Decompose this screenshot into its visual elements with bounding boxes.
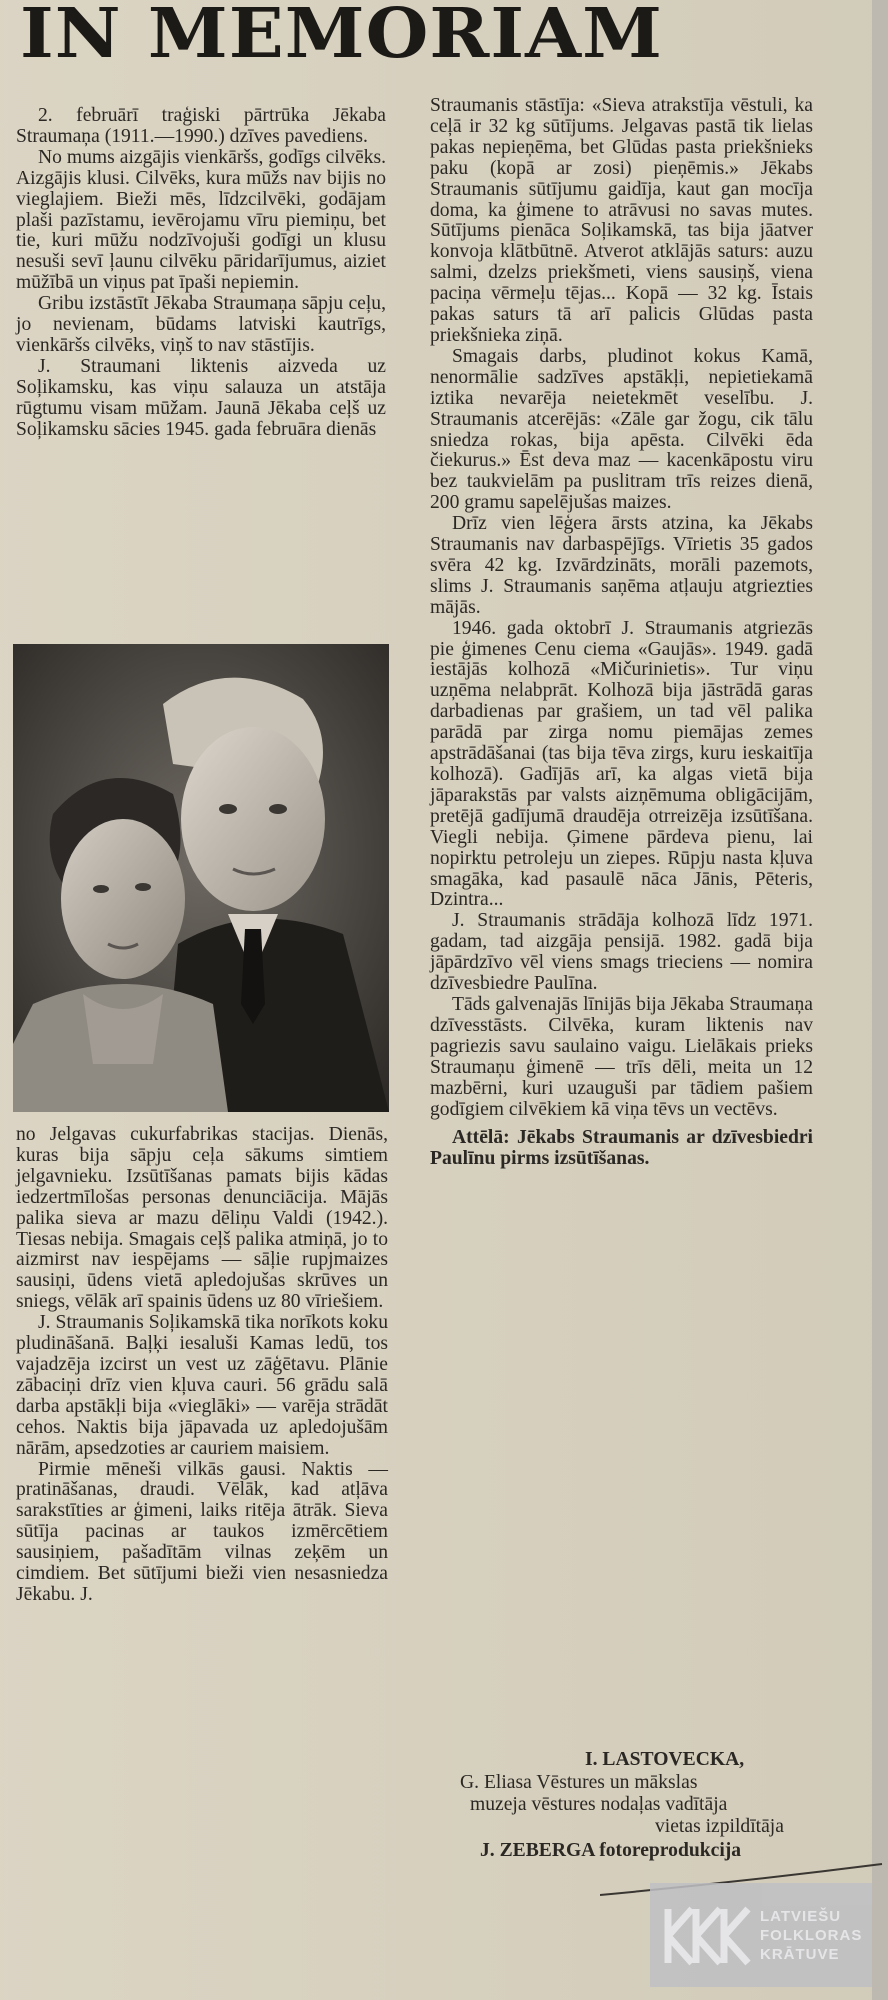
- photo-caption: Attēlā: Jēkabs Straumanis ar dzīvesbiedri Paulīnu pirms izsūtīšanas.: [430, 1127, 813, 1170]
- author-role-line-1: G. Eliasa Vēstures un mākslas: [460, 1772, 698, 1793]
- article-paragraph: Drīz vien lēģera ārsts atzina, ka Jēkabs Straumanis nav darbaspējīgs. Vīrietis 35 gados svēra 42 kg. Izvārdzināts, morāli pazemots, slims J. Straumanis saņēma atļauju atgriezties mājās.: [430, 513, 813, 618]
- portrait-photo: [13, 644, 389, 1112]
- article-paragraph: 2. februārī traģiski pārtrūka Jēkaba Straumaņa (1911.—1990.) dzīves pavediens.: [16, 105, 386, 147]
- article-paragraph: Straumanis stāstīja: «Sieva atrakstīja vēstuli, ka ceļā ir 32 kg sūtījums. Jelgavas pastā tik lielas pakas nepieņēma, bet Glūdas pasta priekšnieks paku (kopā ar zosi) pieņēmis.» Jēkabs Straumanis sūtījumu gaidīja, kaut gan mocīja doma, ka ģimene to atrāvusi no savas mutes. Sūtījums pienāca Soļikamskā, tas bija jāatver konvoja klātbūtnē. Atverot atklājās saturs: auzu salmi, dzelzs priekšmeti, viens sausiņš, viena paciņa vērmeļu tējas... Kopā — 32 kg. Īstais pakas saturs tā arī palicis Glūdas pasta priekšnieka ziņā.: [430, 95, 813, 346]
- article-paragraph: No mums aizgājis vienkāršs, godīgs cilvēks. Aizgājis klusi. Cilvēks, kura mūžs nav bijis no vieglajiem. Bieži mēs, līdzcilvēki, godājam plaši pazīstamu, ievērojamu vīru piemiņu, bet tie, kuri mūžu nodzīvojuši godīgi un klusu nesuši sevī ļaunu cilvēku pāridarījumus, aiziet mūžībā un viņus pat īpaši nepiemin.: [16, 146, 386, 294]
- photo-credit: J. ZEBERGA fotoreprodukcija: [480, 1840, 742, 1861]
- article-headline: IN MEMORIAM: [20, 0, 664, 74]
- article-paragraph: Tāds galvenajās līnijās bija Jēkaba Straumaņa dzīvesstāsts. Cilvēka, kuram liktenis nav pagriezis savu saulaino vaigu. Lielākais prieks Straumaņu ģimenē — trīs dēli, meita un 12 mazbērni, kuri uzauguši par tādiem pašiem godīgiem cilvēkiem kā viņa tēvs un vectēvs.: [430, 993, 813, 1120]
- archive-name-line-1: LATVIEŠU: [760, 1908, 842, 1925]
- couple-portrait-image: [13, 644, 389, 1112]
- author-role-line-3: vietas izpildītāja: [655, 1816, 784, 1837]
- article-paragraph: Pirmie mēneši vilkās gausi. Naktis — pratināšanas, draudi. Vēlāk, kad atļāva sarakstīties ar ģimeni, laiks ritēja ātrāk. Sieva sūtīja pacinas ar taukos izmērcētiem sausiņiem, pašadītām vilnas zeķēm un cimdiem. Bet sūtījumi bieži vien nesasniedza Jēkabu. J.: [16, 1458, 388, 1605]
- author-name: I. LASTOVECKA,: [585, 1749, 745, 1770]
- column-right: [430, 96, 813, 1170]
- archive-name-line-3: KRĀTUVE: [760, 1946, 840, 1963]
- column-left-bottom: [16, 1125, 388, 1606]
- author-role-line-2: muzeja vēstures nodaļas vadītāja: [470, 1794, 728, 1815]
- article-paragraph: J. Straumanis strādāja kolhozā līdz 1971. gadam, tad aizgāja pensijā. 1982. gadā bija jāpārdzīvo vēl viens smags trieciens — nomira dzīvesbiedre Paulīna.: [430, 910, 813, 995]
- column-left-top: [16, 106, 386, 441]
- archive-logo-icon: [662, 1903, 752, 1969]
- article-paragraph: Smagais darbs, pludinot kokus Kamā, nenormālie sadzīves apstākļi, nepietiekamā iztika nevarēja neietekmēt veselību. J. Straumanis atcerējās: «Zāle gar žogu, cik tālu sniedza rokas, bija apēsta. Cilvēki ēda čiekurus.» Ēst deva maz — kacenkāpostu viru bez taukvielām pa puslitram trīs reizes dienā, 200 gramu sapelējušas maizes.: [430, 345, 813, 514]
- archive-name-line-2: FOLKLORAS: [760, 1927, 863, 1944]
- archive-watermark: [650, 1883, 872, 1987]
- article-paragraph: no Jelgavas cukurfabrikas stacijas. Dienās, kuras bija sāpju ceļa sākums simtiem jelgavnieku. Izsūtīšanas pamats bijis kādas iedzertmīlošas personas denunciācija. Mājās palika sieva ar mazu dēliņu Valdi (1942.). Tiesas nebija. Smagais ceļš palika atmiņā, jo to aizmirst nav iespējams — sāļie rupjmaizes sausiņi, ūdens vietā apledojušas skrūves un sniegs, vēlāk arī spainis ūdens uz 80 vīriešiem.: [16, 1124, 388, 1313]
- article-paragraph: 1946. gada oktobrī J. Straumanis atgriezās pie ģimenes Cenu ciema «Gaujās». 1949. gadā iestājās kolhozā «Mičurinietis». Tur viņu uzņēma nelabprāt. Kolhozā bija jāstrādā garas darbadienas par grašiem, un tad vēl palika parādā par zirga nomu piemājas zemes apstrādāšanai (tas bija tēva zirgs, kuru ieskaitīja kolhozā). Gadījās arī, ka algas vietā bija jāparakstās par valsts aizņēmuma obligācijām, pretējā gadījumā draudēja otrreizēja izsūtīšana. Viegli nebija. Ģimene pārdeva pienu, lai nopirktu petroleju un ziepes. Rūpju nasta kļuva smagāka, kad pasaulē nāca Jānis, Pēteris, Dzintra...: [430, 617, 813, 911]
- article-paragraph: J. Straumani liktenis aizveda uz Soļikamsku, kas viņu salauza un atstāja rūgtumu visam mūžam. Jaunā Jēkaba ceļš uz Soļikamsku sācies 1945. gada februāra dienās: [16, 355, 386, 440]
- clipping-edge: [872, 0, 888, 2000]
- article-paragraph: Gribu izstāstīt Jēkaba Straumaņa sāpju ceļu, jo nevienam, būdams latviski kautrīgs, vienkāršs cilvēks, viņš to nav stāstījis.: [16, 293, 386, 356]
- article-paragraph: J. Straumanis Soļikamskā tika norīkots koku pludināšanā. Baļķi iesaluši Kamas ledū, tos vajadzēja izcirst un vest uz zāģētavu. Plānie zābaciņi drīz vien kļuva cauri. 56 grādu salā darba apstākļi bija «vieglāki» — varēja strādāt cehos. Naktis bija jāpavada uz apledojušām nārām, apsedzoties ar cauriem maisiem.: [16, 1312, 388, 1459]
- archive-name: [760, 1907, 870, 1964]
